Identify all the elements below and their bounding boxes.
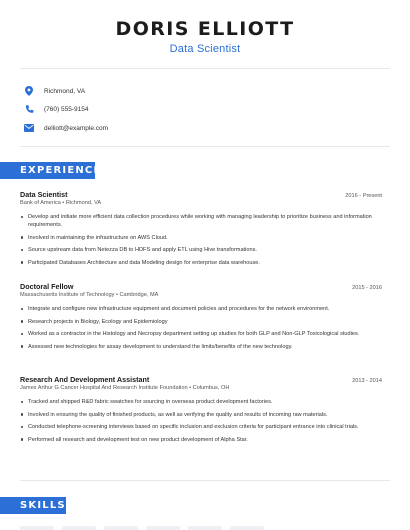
bullet-item: Conducted telephone-screening interviews based on specific inclusion and exclusion criteria for participant entrance into clinical trials. bbox=[20, 423, 382, 431]
resume-header bbox=[0, 18, 410, 55]
mail-icon bbox=[22, 121, 36, 135]
section-title-experience: EXPERIENCE bbox=[0, 162, 95, 179]
bullet-item: Worked as a contractor in the Histology and Necropsy department setting up studies for both GLP and Non-GLP Toxicological studies. bbox=[20, 330, 382, 338]
phone-icon bbox=[22, 103, 36, 117]
job-bullets bbox=[20, 398, 382, 444]
contact-email bbox=[20, 119, 390, 137]
job-org-line: Massachusetts Institute of Technology • Cambridge, MA bbox=[20, 292, 159, 298]
skills-chips-row bbox=[20, 526, 264, 530]
phone-text: (760) 555-9154 bbox=[44, 106, 89, 113]
skill-chip bbox=[104, 526, 138, 530]
location-text: Richmond, VA bbox=[44, 87, 86, 95]
skill-chip bbox=[188, 526, 222, 530]
job-org-line: James Arthur G Cancer Hospital And Research Institute Foundation • Columbus, OH bbox=[20, 385, 230, 391]
job-title: Doctoral Fellow bbox=[20, 282, 74, 291]
bullet-item: Involved in maintaining the infrastructure on AWS Cloud. bbox=[20, 234, 382, 242]
email-text: delliott@example.com bbox=[44, 124, 109, 132]
experience-item bbox=[20, 190, 382, 271]
section-title-skills: SKILLS bbox=[0, 497, 66, 514]
job-org-line: Bank of America • Richmond, VA bbox=[20, 200, 102, 206]
job-organization: James Arthur G Cancer Hospital And Research Institute Foundation bbox=[20, 385, 188, 391]
bullet-item: Integrate and configure new infrastructure equipment and document policies and procedures for the network environment. bbox=[20, 305, 382, 313]
experience-item bbox=[20, 375, 382, 448]
job-dates: 2015 - 2016 bbox=[352, 285, 382, 291]
job-bullets bbox=[20, 213, 382, 267]
job-location: Richmond, VA bbox=[65, 200, 102, 206]
job-bullets bbox=[20, 305, 382, 351]
job-dates: 2016 - Present bbox=[345, 193, 382, 199]
job-organization: Bank of America bbox=[20, 200, 61, 206]
bullet-item: Research projects in Biology, Ecology and Epidemiology bbox=[20, 318, 382, 326]
bullet-item: Participated Databases Architecture and data Modeling design for enterprise data warehouse. bbox=[20, 259, 382, 267]
job-location: Cambridge, MA bbox=[119, 292, 159, 298]
bullet-item: Source upstream data from Netezza DB to HDFS and apply ETL using Hive transformations. bbox=[20, 246, 382, 254]
job-dates: 2013 - 2014 bbox=[352, 378, 382, 384]
job-location: Columbus, OH bbox=[192, 385, 230, 391]
skill-chip bbox=[230, 526, 264, 530]
skill-chip bbox=[62, 526, 96, 530]
job-title: Data Scientist bbox=[20, 190, 68, 199]
divider bbox=[20, 480, 390, 481]
bullet-item: Develop and initiate more efficient data collection procedures while working with managing leadership to prioritize business and information requirements. bbox=[20, 213, 382, 229]
bullet-item: Performed all research and development test on new product development of Alpha Star. bbox=[20, 436, 382, 444]
divider bbox=[20, 146, 390, 147]
skill-chip bbox=[146, 526, 180, 530]
candidate-name: DORIS ELLIOTT bbox=[115, 18, 295, 40]
bullet-item: Tracked and shipped R&D fabric swatches for sourcing in overseas product development factories. bbox=[20, 398, 382, 406]
contact-location bbox=[20, 82, 390, 100]
experience-item bbox=[20, 282, 382, 355]
divider bbox=[20, 68, 390, 69]
location-pin-icon bbox=[22, 84, 36, 98]
contact-phone bbox=[20, 101, 390, 119]
candidate-title: Data Scientist bbox=[169, 43, 241, 55]
bullet-item: Assessed new technologies for assay development to understand the limits/benefits of the new technology. bbox=[20, 343, 382, 351]
job-organization: Massachusetts Institute of Technology bbox=[20, 292, 115, 298]
skill-chip bbox=[20, 526, 54, 530]
contact-info bbox=[20, 82, 390, 137]
bullet-item: Involved in ensuring the quality of finished products, as well as verifying the quality and results of incoming raw materials. bbox=[20, 411, 382, 419]
job-title: Research And Development Assistant bbox=[20, 375, 150, 384]
